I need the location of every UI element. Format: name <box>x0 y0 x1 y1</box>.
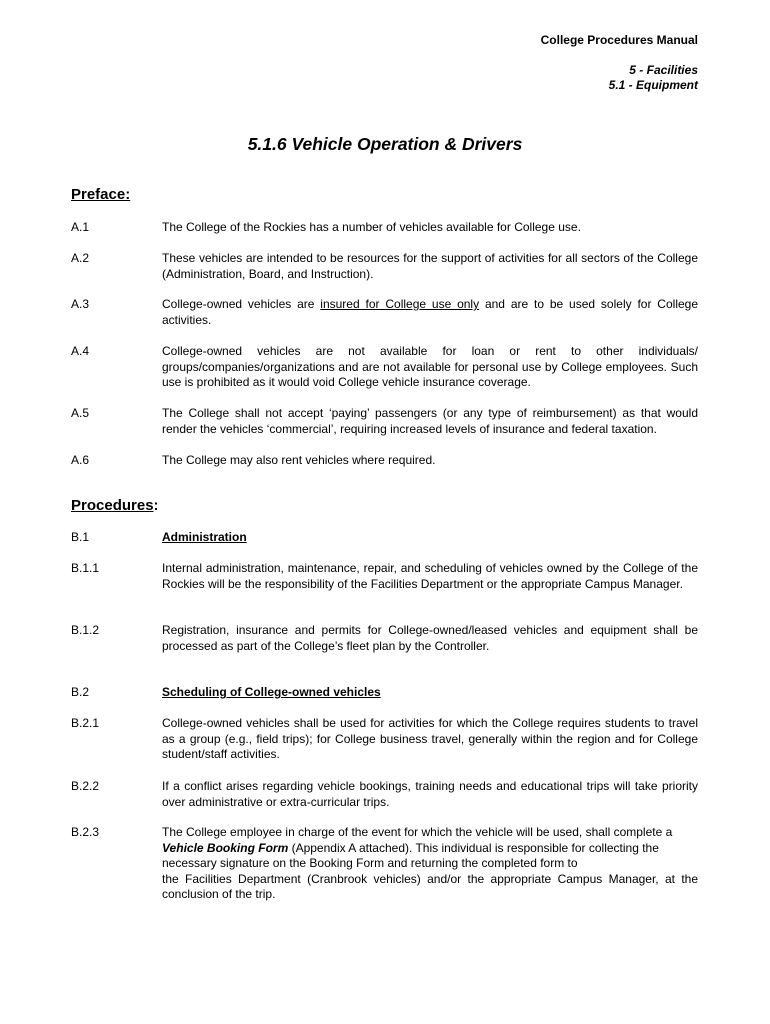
item-number: A.2 <box>71 251 90 265</box>
item-text: The College of the Rockies has a number of vehicles available for College use. <box>162 220 581 234</box>
item-text: Internal administration, maintenance, repair, and scheduling of vehicles owned by the College of the Rockies will be the responsibility of the Facilities Department or the appropriate Campus Manager. <box>162 561 698 591</box>
procedure-item-b2 <box>71 685 698 701</box>
subsection-heading: Administration <box>162 530 247 544</box>
item-text: College-owned vehicles are not available for loan or rent to other individuals/ groups/companies/organizations and are not available for personal use by College employees. Such use is prohibited as it would void College vehicle insurance coverage. <box>162 344 698 390</box>
form-name: Vehicle Booking Form <box>162 840 289 855</box>
procedure-item-b2-1 <box>71 716 698 763</box>
item-number: B.2 <box>71 685 90 699</box>
item-number: B.1.1 <box>71 561 100 575</box>
item-number: A.4 <box>71 344 90 358</box>
procedure-item-b1 <box>71 530 698 546</box>
preface-item-a2 <box>71 251 698 282</box>
preface-item-a3 <box>71 297 698 328</box>
item-number: B.2.3 <box>71 825 100 839</box>
document-header <box>541 33 698 93</box>
manual-title: College Procedures Manual <box>540 33 698 47</box>
subsection-heading: Scheduling of College-owned vehicles <box>162 685 381 699</box>
preface-item-a1 <box>71 220 698 236</box>
section-label: 5 - Facilities <box>629 63 698 77</box>
item-text: College-owned vehicles shall be used for activities for which the College requires students to travel as a group (e.g., field trips); for College business travel, generally within the region and for College student/staff activities. <box>162 716 698 762</box>
procedures-heading: Procedures: <box>71 497 159 514</box>
item-number: B.1.2 <box>71 623 100 637</box>
preface-item-a6 <box>71 453 698 469</box>
item-text: The College shall not accept ‘paying’ passengers (or any type of reimbursement) as that would render the vehicles ‘commercial’, requiring increased levels of insurance and federal taxation. <box>162 406 698 436</box>
procedure-item-b2-3 <box>71 825 698 903</box>
subsection-label: 5.1 - Equipment <box>608 78 698 92</box>
procedure-item-b1-2 <box>71 623 698 654</box>
preface-item-a4 <box>71 344 698 391</box>
item-number: A.5 <box>71 406 90 420</box>
preface-item-a5 <box>71 406 698 437</box>
item-text: The College employee in charge of the event for which the vehicle will be used, shall complete a Vehicle Booking Form (Appendix A attached). This individual is responsible for collecting the necessary signature on the Booking Form and returning the completed form to the Facilities Department (Cranbrook vehicles) and/or the appropriate Campus Manager, at the conclusion of the trip. <box>162 825 698 902</box>
item-number: B.2.1 <box>71 716 100 730</box>
preface-heading: Preface: <box>71 186 131 203</box>
item-text: These vehicles are intended to be resources for the support of activities for all sectors of the College (Administration, Board, and Instruction). <box>162 251 698 281</box>
item-number: A.3 <box>71 297 90 311</box>
procedure-item-b1-1 <box>71 561 698 592</box>
page-title: 5.1.6 Vehicle Operation & Drivers <box>247 134 523 154</box>
item-text: College-owned vehicles are insured for College use only and are to be used solely for College activities. <box>162 297 699 327</box>
item-number: A.1 <box>71 220 90 234</box>
procedure-item-b2-2 <box>71 779 698 810</box>
item-text: If a conflict arises regarding vehicle bookings, training needs and educational trips will take priority over administrative or extra-curricular trips. <box>162 779 698 809</box>
underlined-phrase: insured for College use only <box>320 297 480 311</box>
item-text: Registration, insurance and permits for College-owned/leased vehicles and equipment shall be processed as part of the College’s fleet plan by the Controller. <box>162 623 698 653</box>
item-number: B.2.2 <box>71 779 100 793</box>
item-number: B.1 <box>71 530 90 544</box>
item-text: The College may also rent vehicles where required. <box>162 453 436 467</box>
item-number: A.6 <box>71 453 90 467</box>
